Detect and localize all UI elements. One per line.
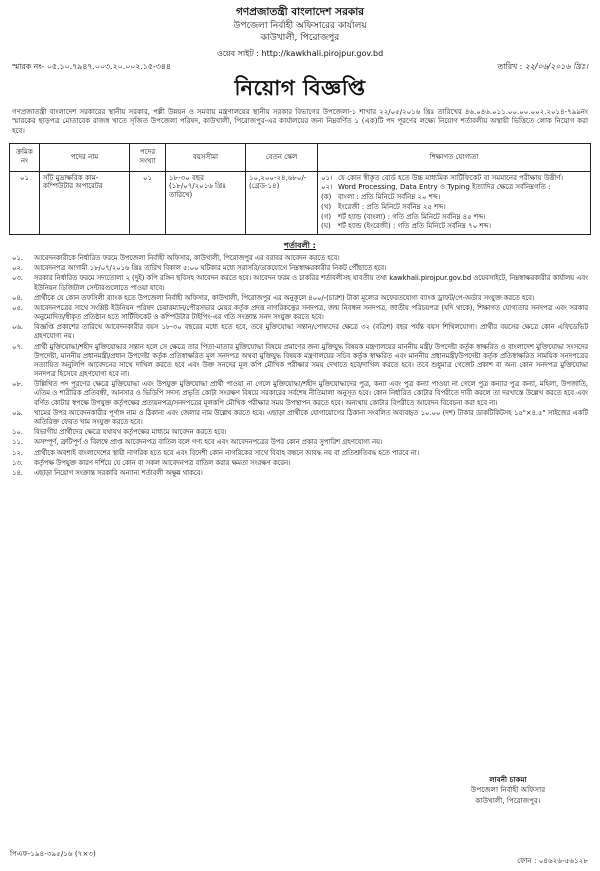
qualification-text: বাংলা : প্রতি মিনিটে সর্বনিম্ন ২০ শব্দ।	[338, 193, 441, 202]
condition-number: ০৪.	[12, 293, 23, 302]
condition-text: আবেদনপত্র আগামী ১৮/০৭/২০১৬ খ্রিঃ তারিখ বিকাল ৫:০০ ঘটিকার মধ্যে সরাসরি/ডাকযোগে নিম্নস্বাক্ষরকারীর নিকট পৌঁছাতে হবে।	[34, 264, 387, 273]
intro-paragraph: গণপ্রজাতন্ত্রী বাংলাদেশ সরকারের স্থানীয় সরকার, পল্লী উন্নয়ন ও সমবায় মন্ত্রণালয়ের স্থানীয় সরকার বিভাগের উপজেলা-১ শাখার ২২/০৫/২০১৬ খ্রিঃ তারিখের ৪৬.০৪৬.০১১.০০.০০.০০২.২০১৪-৭৯৯নং স্মারকের ছাড়পত্র মোতাবেক রাজস্ব খাতে সৃজিত উপজেলা পরিষদ, কাউখালী, পিরোজপুর-এর কার্যালয়ের জন্য নিম্নবর্ণিত ১ (এক)টি পদ পূরণের লক্ষ্যে নিয়োগ শর্তাবলীয় অস্থায়ী ভিত্তিতে লোক নিয়োগ করা হবে।	[12, 107, 588, 135]
conditions-heading: শর্তাবলী :	[284, 241, 316, 251]
reference-row	[0, 59, 600, 72]
date-value: ২২/০৬/২০১৬ খ্রিঃ।	[524, 61, 588, 71]
condition-text: সরকার নির্ধারিত ফরমে সদ্যতোলা ২ (দুই) কপি রঙ্গিন ছবিসহ আবেদন করতে হবে। আবেদন ফরম ও চাকরির শর্তাবলীসহ যাবতীয় তথ্য kawkhali.pirojpur.gov.bd ওয়েবসাইটে, নিম্নস্বাক্ষরকারীর কার্যালয় এবং ইউনিয়ন ডিজিটাল সেন্টারগুলোতে পাওয়া যাবে।	[34, 274, 588, 292]
qualification-text: যে কোন স্বীকৃত বোর্ড হতে উচ্চ মাধ্যমিক সার্টিফিকেট বা সমমানের পরীক্ষায় উত্তীর্ণ।	[338, 173, 564, 182]
condition-text: প্রার্থীকে যে কোন তফসিলী ব্যাংক হতে উপজেলা নির্বাহী অফিসার, কাউখালী, পিরোজপুর এর অনুকূলে ৪০০/-(চারশ) টাকা মূল্যের অফেরতযোগ্য ব্যাংক ড্রাফট/পে-অর্ডার সংযুক্ত করতে হবে।	[34, 293, 535, 302]
condition-item	[12, 438, 588, 447]
condition-item	[12, 323, 588, 341]
office-location: কাউখালী, পিরোজপুর	[260, 33, 340, 44]
office-name: উপজেলা নির্বাহী অফিসারের কার্যালয়	[233, 21, 367, 32]
cell-pay: ১০,২০০-২৪,৬৮০/- (গ্রেড-১৪)	[246, 171, 318, 235]
condition-text: অসম্পূর্ণ, ত্রুটিপূর্ণ ও বিলম্বে প্রাপ্ত আবেদনপত্র বাতিল বলে গণ্য হবে এবং আবেদনপত্রের উপর কোন প্রকার সুপারিশ গ্রহণযোগ্য নয়।	[34, 438, 383, 447]
condition-number: ০২.	[12, 264, 23, 273]
condition-text: খামের উপর আবেদনকারীর পূর্ণাঙ্গ নাম ও ঠিকানা এবং জেলার নাম উল্লেখ করতে হবে। এছাড়া প্রার্থীকে যোগাযোগের ঠিকানা সংবলিত অব্যবহৃত ১০.০০ (দশ) টাকার ডাকটিকিটসহ ১৫"×৪.৫" সাইজের একটি অতিরিক্ত ফেরত খাম সংযুক্ত করতে হবে।	[34, 408, 588, 426]
qualification-item	[321, 174, 587, 183]
condition-text: কর্তৃপক্ষ উপযুক্ত কারণ দর্শিয়ে যে কোন বা সকল আবেদনপত্র বাতিল করার ক্ষমতা সংরক্ষণ করেন।	[34, 458, 291, 467]
page-title: নিয়োগ বিজ্ঞপ্তি	[234, 76, 366, 101]
qualification-label: (গ)	[321, 212, 332, 221]
col-header-post: পদের নাম	[40, 143, 130, 171]
condition-item	[12, 304, 588, 322]
col-header-age: বয়সসীমা	[166, 143, 246, 171]
qualification-label: ০২।	[321, 183, 333, 192]
condition-item	[12, 449, 588, 458]
cell-post: সাঁট মুদ্রাক্ষরিক কাম-কম্পিউটার অপারেটর	[40, 171, 130, 235]
signature-block	[428, 775, 588, 806]
vacancy-table	[9, 143, 591, 236]
date-block	[497, 62, 588, 72]
table-row	[10, 171, 591, 235]
footer-memo: পিএফ-১৯৪-৩৯৫/১৬ (৭×৩)	[10, 849, 96, 858]
condition-number: ১২.	[12, 448, 23, 457]
memo-number: স্মারক নং- ০৫.১০.৭৯৪৭.০০৩.২০.০০২.১৫-৩৪৪	[12, 61, 171, 71]
conditions-list	[0, 251, 600, 478]
condition-item	[12, 264, 588, 273]
condition-item	[12, 380, 588, 408]
condition-number: ১০.	[12, 428, 23, 437]
signatory-place: কাউখালী, পিরোজপুর।	[475, 795, 541, 805]
qualification-label: (ক)	[321, 193, 332, 202]
signatory-name: লাবনী চাকমা	[489, 775, 527, 784]
qualification-label: (ঘ)	[321, 222, 331, 231]
qualification-label: ০১।	[321, 173, 333, 182]
signatory-designation: উপজেলা নির্বাহী অফিসার	[470, 785, 546, 795]
office-phone: ফোন : ০৪৬২৬-৫৬১২৮	[517, 856, 588, 865]
col-header-count: পদের সংখ্যা	[130, 143, 166, 171]
condition-item	[12, 469, 588, 478]
condition-number: ০৫.	[12, 303, 23, 312]
qualification-text: Word Processing, Data Entry ও Typing ইত্যাদির ক্ষেত্রে সর্বনিম্নগতি :	[338, 183, 551, 192]
government-name: গণপ্রজাতন্ত্রী বাংলাদেশ সরকার	[235, 6, 365, 18]
date-label: তারিখ :	[497, 61, 523, 71]
condition-text: আবেদনকারীকে নির্ধারিত ফরমে উপজেলা নির্বাহী অফিসার, কাউখালী, পিরোজপুর এর বরাবর আবেদন করতে হবে।	[34, 254, 340, 263]
qualification-item	[321, 203, 587, 212]
qualification-item	[321, 183, 587, 192]
cell-serial: ০১	[10, 171, 40, 235]
condition-text: প্রার্থীকে অবশ্যই বাংলাদেশের স্থায়ী নাগরিক হতে হবে এবং বিদেশী কোন নাগরিকের সাথে বিবাহ বন্ধনে আবদ্ধ নয় বা প্রতিশ্রুতিবদ্ধ হতে পারবে না।	[34, 448, 420, 457]
condition-number: ০৯.	[12, 408, 23, 417]
condition-item	[12, 343, 588, 380]
qualification-item	[321, 222, 587, 231]
condition-text: বিভাগীয় প্রার্থীদের ক্ষেত্রে যথাযথ কর্তৃপক্ষের মাধ্যমে আবেদন করতে হবে।	[34, 428, 227, 437]
condition-item	[12, 409, 588, 427]
qualification-label: (খ)	[321, 202, 332, 211]
condition-number: ০৩.	[12, 274, 23, 283]
col-header-qualification: শিক্ষাগত যোগ্যতা	[318, 143, 591, 171]
qualification-item	[321, 213, 587, 222]
qualification-item	[321, 193, 587, 202]
condition-text: এছাড়া নিয়োগ সংক্রান্ত সরকারি অন্যান্য শর্তাবলী অক্ষুন্ন থাকবে।	[34, 468, 203, 477]
condition-item	[12, 428, 588, 437]
qualification-text: শর্ট হ্যান্ড (বাংলা) : গতি প্রতি মিনিটে সর্বনিম্ন ৪৫ শব্দ।	[338, 212, 486, 221]
letterhead	[0, 0, 600, 59]
condition-number: ০৮.	[12, 380, 23, 389]
cell-count: ০১	[130, 171, 166, 235]
col-header-serial: ক্রমিক নং	[10, 143, 40, 171]
table-header-row	[10, 143, 591, 171]
website-line: ওয়েব সাইট : http://kawkhali.pirojpur.gov.bd	[216, 48, 384, 58]
condition-number: ০৭.	[12, 342, 23, 351]
condition-text: বিজ্ঞপ্তি প্রকাশের তারিখে আবেদনকারীর বয়স ১৮-৩০ বছরের মধ্যে হতে হবে, তবে মুক্তিযোদ্ধা সন্তান/পোষ্যদের ক্ষেত্রে ৩২ (বত্রিশ) বছর পর্যন্ত বয়স শিথিলযোগ্য। প্রার্থীর বয়সের ক্ষেত্রে কোন এফিডেভিট গ্রহণযোগ্য নয়।	[34, 323, 588, 341]
condition-text: আবেদনপত্রের সাথে সংশ্লিষ্ট ইউনিয়ন পরিষদ চেয়ারম্যান/পৌরসভার মেয়র কর্তৃক প্রদত্ত নাগরিকত্বের সনদপত্র, জন্ম নিবন্ধন সনদপত্র, জাতীয় পরিচয়পত্র (যদি থাকে), শিক্ষাগত যোগ্যতার সনদপত্র এবং সরকার অনুমোদিত/স্বীকৃত প্রতিষ্ঠান হতে সার্টিফিকেট ও কম্পিউটার টাইপিং-এর গতি সংক্রান্ত সনদ সংযুক্ত করতে হবে।	[34, 303, 588, 322]
cell-age: ১৮-৩০ বছর (১৮/০৭/২০১৬ খ্রিঃ তারিখে)	[166, 171, 246, 235]
condition-number: ১৪.	[12, 468, 23, 477]
condition-item	[12, 254, 588, 263]
col-header-pay: বেতন স্কেল	[246, 143, 318, 171]
condition-item	[12, 294, 588, 303]
condition-number: ০১.	[12, 254, 23, 263]
qualification-text: শর্ট হ্যান্ড (ইংরেজী) : গতি প্রতি মিনিটে সর্বনিম্ন ৭০ শব্দ।	[338, 222, 491, 231]
condition-number: ০৬.	[12, 323, 23, 332]
condition-item	[12, 274, 588, 292]
condition-item	[12, 459, 588, 468]
condition-text: উল্লিখিত পদ পূরণের ক্ষেত্রে মুক্তিযোদ্ধা এবং উপযুক্ত মুক্তিযোদ্ধা প্রার্থী পাওয়া না গেলে মুক্তিযোদ্ধা/শহীদ মুক্তিযোদ্ধাদের পুত্র, কন্যা এবং পুত্র কন্যা পাওয়া না গেলে পুত্র কন্যার পুত্র কন্যা, মহিলা, উপজাতি, এতিম ও শারীরিক প্রতিবন্ধী, আনসার ও ভিডিপি সদস্য প্রভৃতি কোটা সংরক্ষণ বিষয়ে সরকারের সর্বশেষ নীতিমালা অনুসৃত হবে। কোন নির্ধারিত কোটার বিপরীতে দাবী করলে তা দরখাস্তে উল্লেখ করতে হবে এবং বর্ণিত কোটার স্বপক্ষে উপযুক্ত কর্তৃপক্ষের প্রত্যয়নপত্র/সনদপত্রের মূলকপি মৌখিক পরীক্ষার সময় উপস্থাপন করতে হবে। অন্যথায় কোটার বিপরীতে আবেদন বিবেচনা করা হবে না।	[34, 380, 588, 407]
condition-number: ১৩.	[12, 458, 23, 467]
qualification-text: ইংরেজী : প্রতি মিনিটে সর্বনিম্ন ২৫ শব্দ।	[338, 202, 446, 211]
cell-qualification	[318, 171, 591, 235]
condition-text: প্রার্থী মুক্তিযোদ্ধা/শহীদ মুক্তিযোদ্ধার সন্তান হলে সে ক্ষেত্রে তার পিতা-মাতার মুক্তিযোদ্ধা বিষয়ে প্রমাণের জন্য মুক্তিযুদ্ধ বিষয়ক মন্ত্রণালয়ের মাননীয় মন্ত্রী/ উপদেষ্টা কর্তৃক স্বাক্ষরিত ও বাংলাদেশ মুক্তিযোদ্ধা সংসদের উপদেষ্টা, মাননীয় প্রধানমন্ত্রী/প্রধান উপদেষ্টা কর্তৃক প্রতিস্বাক্ষরিত মূল সনদপত্র অথবা মুক্তিযুদ্ধ বিষয়ক মন্ত্রণালয়ের সচিব কর্তৃক স্বাক্ষরিত এবং মাননীয় প্রধানমন্ত্রী/উপদেষ্টা কর্তৃক প্রতিস্বাক্ষরিত সাময়িক সনদপত্রের সত্যায়িত অনুলিপি আবেদনের সাথে দাখিল করতে হবে এবং উক্ত সনদের মূল কপি মৌখিক পরীক্ষার সময় দেখাতে হবে/দাখিল করতে হবে। তবে শুধুমাত্র গেজেট প্রকাশ বা অন্য কোন সনদপত্র মুক্তিযোদ্ধা সনদপত্র হিসেবে গ্রহণযোগ্য হবে না।	[34, 342, 588, 379]
condition-number: ১১.	[12, 438, 23, 447]
